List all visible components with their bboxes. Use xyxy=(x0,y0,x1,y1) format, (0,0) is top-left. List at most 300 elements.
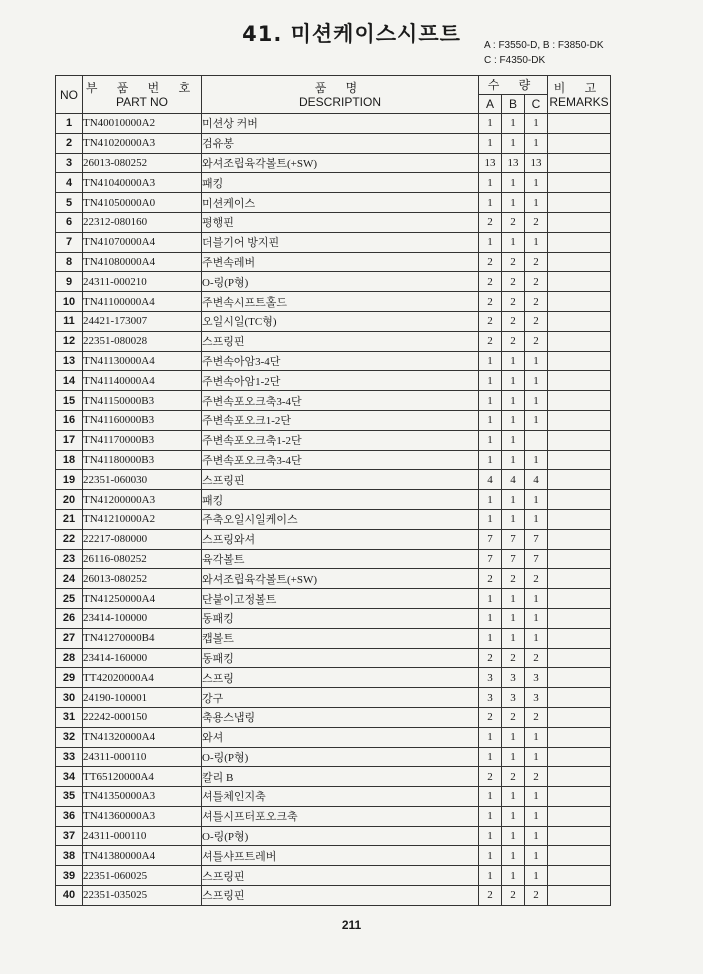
part-number-cell: 22242-000150 xyxy=(83,707,202,727)
table-row xyxy=(56,569,611,589)
table-row xyxy=(56,549,611,569)
description-cell: 주축오일시일케이스 xyxy=(202,509,479,529)
remarks-cell xyxy=(548,787,611,807)
row-number-cell: 26 xyxy=(56,608,83,628)
description-cell: 와셔조립육각볼트(+SW) xyxy=(202,153,479,173)
part-number-cell: TN41180000B3 xyxy=(83,450,202,470)
row-number-cell: 36 xyxy=(56,806,83,826)
table-row xyxy=(56,707,611,727)
qty-c-cell: 1 xyxy=(525,787,548,807)
description-cell: 육각볼트 xyxy=(202,549,479,569)
part-number-cell: 22351-060030 xyxy=(83,470,202,490)
description-cell: O-링(P형) xyxy=(202,747,479,767)
part-number-cell: 22351-035025 xyxy=(83,886,202,906)
row-number-cell: 34 xyxy=(56,767,83,787)
description-cell: 캡볼트 xyxy=(202,628,479,648)
remarks-cell xyxy=(548,114,611,134)
table-row xyxy=(56,866,611,886)
row-number-cell: 27 xyxy=(56,628,83,648)
part-number-cell: 24311-000210 xyxy=(83,272,202,292)
remarks-cell xyxy=(548,767,611,787)
description-cell: 주변속포오크1-2단 xyxy=(202,410,479,430)
remarks-cell xyxy=(548,707,611,727)
qty-a-cell: 7 xyxy=(479,549,502,569)
qty-a-cell: 1 xyxy=(479,410,502,430)
qty-a-cell: 4 xyxy=(479,470,502,490)
remarks-cell xyxy=(548,391,611,411)
qty-c-cell: 1 xyxy=(525,410,548,430)
part-number-cell: 24311-000110 xyxy=(83,747,202,767)
row-number-cell: 4 xyxy=(56,173,83,193)
row-number-cell: 11 xyxy=(56,311,83,331)
description-cell: 검유봉 xyxy=(202,133,479,153)
row-number-cell: 30 xyxy=(56,688,83,708)
part-number-cell: TN41080000A4 xyxy=(83,252,202,272)
qty-b-cell: 2 xyxy=(502,292,525,312)
part-number-cell: TN41210000A2 xyxy=(83,509,202,529)
part-number-cell: 22217-080000 xyxy=(83,529,202,549)
qty-b-cell: 2 xyxy=(502,767,525,787)
row-number-cell: 10 xyxy=(56,292,83,312)
table-row xyxy=(56,529,611,549)
qty-b-cell: 7 xyxy=(502,529,525,549)
row-number-cell: 35 xyxy=(56,787,83,807)
table-row xyxy=(56,787,611,807)
qty-a-cell: 2 xyxy=(479,767,502,787)
description-cell: 칼리 B xyxy=(202,767,479,787)
row-number-cell: 18 xyxy=(56,450,83,470)
qty-b-cell: 1 xyxy=(502,787,525,807)
remarks-cell xyxy=(548,668,611,688)
qty-c-cell: 2 xyxy=(525,272,548,292)
qty-a-cell: 1 xyxy=(479,787,502,807)
qty-b-cell: 1 xyxy=(502,806,525,826)
remarks-cell xyxy=(548,410,611,430)
table-row xyxy=(56,688,611,708)
remarks-cell xyxy=(548,193,611,213)
table-row xyxy=(56,886,611,906)
description-cell: 주변속아암1-2단 xyxy=(202,371,479,391)
remarks-cell xyxy=(548,569,611,589)
table-row xyxy=(56,846,611,866)
description-cell: 축용스냅링 xyxy=(202,707,479,727)
qty-b-cell: 2 xyxy=(502,707,525,727)
header-description-kr: 품 명 xyxy=(314,80,366,95)
qty-c-cell: 4 xyxy=(525,470,548,490)
qty-a-cell: 1 xyxy=(479,747,502,767)
row-number-cell: 21 xyxy=(56,509,83,529)
description-cell: 스프링 xyxy=(202,668,479,688)
qty-b-cell: 3 xyxy=(502,688,525,708)
remarks-cell xyxy=(548,648,611,668)
table-row xyxy=(56,490,611,510)
qty-c-cell: 1 xyxy=(525,450,548,470)
row-number-cell: 14 xyxy=(56,371,83,391)
table-row xyxy=(56,608,611,628)
part-number-cell: 23414-160000 xyxy=(83,648,202,668)
remarks-cell xyxy=(548,133,611,153)
qty-c-cell: 1 xyxy=(525,232,548,252)
row-number-cell: 38 xyxy=(56,846,83,866)
part-number-cell: 24190-100001 xyxy=(83,688,202,708)
part-number-cell: TT65120000A4 xyxy=(83,767,202,787)
remarks-cell xyxy=(548,727,611,747)
qty-b-cell: 1 xyxy=(502,430,525,450)
qty-b-cell: 1 xyxy=(502,866,525,886)
qty-a-cell: 1 xyxy=(479,509,502,529)
parts-table-body xyxy=(56,114,611,906)
remarks-cell xyxy=(548,371,611,391)
description-cell: 와셔조립육각볼트(+SW) xyxy=(202,569,479,589)
qty-a-cell: 1 xyxy=(479,114,502,134)
header-no: NO xyxy=(56,76,83,114)
qty-b-cell: 1 xyxy=(502,846,525,866)
description-cell: 주변속아암3-4단 xyxy=(202,351,479,371)
qty-c-cell: 1 xyxy=(525,114,548,134)
description-cell: 패킹 xyxy=(202,490,479,510)
qty-c-cell: 7 xyxy=(525,549,548,569)
row-number-cell: 7 xyxy=(56,232,83,252)
qty-a-cell: 13 xyxy=(479,153,502,173)
header-remarks xyxy=(548,76,611,114)
qty-b-cell: 1 xyxy=(502,628,525,648)
description-cell: 미션케이스 xyxy=(202,193,479,213)
table-row xyxy=(56,351,611,371)
qty-b-cell: 1 xyxy=(502,509,525,529)
qty-c-cell: 2 xyxy=(525,292,548,312)
qty-c-cell: 1 xyxy=(525,866,548,886)
part-number-cell: TN41200000A3 xyxy=(83,490,202,510)
qty-b-cell: 3 xyxy=(502,668,525,688)
qty-a-cell: 1 xyxy=(479,608,502,628)
qty-b-cell: 2 xyxy=(502,648,525,668)
qty-a-cell: 1 xyxy=(479,193,502,213)
qty-c-cell: 2 xyxy=(525,648,548,668)
qty-b-cell: 2 xyxy=(502,272,525,292)
qty-c-cell: 2 xyxy=(525,886,548,906)
remarks-cell xyxy=(548,252,611,272)
qty-b-cell: 2 xyxy=(502,569,525,589)
part-number-cell: 22351-080028 xyxy=(83,331,202,351)
header-description-en: DESCRIPTION xyxy=(298,94,381,109)
row-number-cell: 6 xyxy=(56,212,83,232)
description-cell: O-링(P형) xyxy=(202,272,479,292)
description-cell: 셔틀체인지축 xyxy=(202,787,479,807)
description-cell: 단붙이고정볼트 xyxy=(202,589,479,609)
model-legend-line-2: C : F4350-DK xyxy=(484,55,546,66)
table-row xyxy=(56,589,611,609)
part-number-cell: TN41250000A4 xyxy=(83,589,202,609)
qty-a-cell: 3 xyxy=(479,668,502,688)
row-number-cell: 32 xyxy=(56,727,83,747)
table-row xyxy=(56,331,611,351)
qty-b-cell: 1 xyxy=(502,371,525,391)
description-cell: 동패킹 xyxy=(202,648,479,668)
parts-table xyxy=(55,75,611,906)
row-number-cell: 8 xyxy=(56,252,83,272)
qty-c-cell: 1 xyxy=(525,490,548,510)
table-row xyxy=(56,430,611,450)
table-row xyxy=(56,509,611,529)
qty-a-cell: 2 xyxy=(479,569,502,589)
qty-a-cell: 2 xyxy=(479,707,502,727)
qty-a-cell: 2 xyxy=(479,331,502,351)
description-cell: 강구 xyxy=(202,688,479,708)
qty-c-cell: 1 xyxy=(525,628,548,648)
description-cell: 스프링핀 xyxy=(202,886,479,906)
qty-a-cell: 1 xyxy=(479,846,502,866)
remarks-cell xyxy=(548,153,611,173)
table-row xyxy=(56,826,611,846)
qty-c-cell: 13 xyxy=(525,153,548,173)
part-number-cell: TN41100000A4 xyxy=(83,292,202,312)
qty-a-cell: 1 xyxy=(479,866,502,886)
description-cell: 주변속포오크축1-2단 xyxy=(202,430,479,450)
row-number-cell: 29 xyxy=(56,668,83,688)
remarks-cell xyxy=(548,450,611,470)
qty-c-cell: 1 xyxy=(525,193,548,213)
header-quantity: 수 량 xyxy=(479,76,548,95)
row-number-cell: 13 xyxy=(56,351,83,371)
qty-b-cell: 1 xyxy=(502,133,525,153)
part-number-cell: TN41070000A4 xyxy=(83,232,202,252)
qty-c-cell: 2 xyxy=(525,767,548,787)
remarks-cell xyxy=(548,529,611,549)
row-number-cell: 40 xyxy=(56,886,83,906)
remarks-cell xyxy=(548,589,611,609)
row-number-cell: 1 xyxy=(56,114,83,134)
page-title: 41. 미션케이스시프트 xyxy=(242,22,461,46)
qty-a-cell: 2 xyxy=(479,272,502,292)
qty-c-cell: 1 xyxy=(525,589,548,609)
qty-b-cell: 2 xyxy=(502,886,525,906)
qty-a-cell: 1 xyxy=(479,727,502,747)
header-part-no xyxy=(83,76,202,114)
row-number-cell: 28 xyxy=(56,648,83,668)
description-cell: 스프링와셔 xyxy=(202,529,479,549)
row-number-cell: 15 xyxy=(56,391,83,411)
qty-c-cell: 1 xyxy=(525,608,548,628)
part-number-cell: TN40010000A2 xyxy=(83,114,202,134)
description-cell: 동패킹 xyxy=(202,608,479,628)
remarks-cell xyxy=(548,747,611,767)
table-row xyxy=(56,410,611,430)
remarks-cell xyxy=(548,509,611,529)
part-number-cell: 24421-173007 xyxy=(83,311,202,331)
part-number-cell: TN41040000A3 xyxy=(83,173,202,193)
qty-b-cell: 1 xyxy=(502,391,525,411)
part-number-cell: 26116-080252 xyxy=(83,549,202,569)
qty-b-cell: 4 xyxy=(502,470,525,490)
part-number-cell: 24311-000110 xyxy=(83,826,202,846)
table-row xyxy=(56,153,611,173)
description-cell: 와셔 xyxy=(202,727,479,747)
header-description xyxy=(202,76,479,114)
row-number-cell: 31 xyxy=(56,707,83,727)
qty-a-cell: 2 xyxy=(479,252,502,272)
page-number: 211 xyxy=(341,918,362,932)
qty-b-cell: 1 xyxy=(502,747,525,767)
qty-c-cell: 1 xyxy=(525,846,548,866)
model-legend-line-1: A : F3550-D, B : F3850-DK xyxy=(484,40,604,51)
description-cell: 주변속레버 xyxy=(202,252,479,272)
remarks-cell xyxy=(548,608,611,628)
qty-a-cell: 2 xyxy=(479,292,502,312)
description-cell: 미션상 커버 xyxy=(202,114,479,134)
table-row xyxy=(56,806,611,826)
remarks-cell xyxy=(548,232,611,252)
qty-c-cell: 1 xyxy=(525,371,548,391)
table-row xyxy=(56,272,611,292)
qty-c-cell: 1 xyxy=(525,133,548,153)
description-cell: 평행핀 xyxy=(202,212,479,232)
table-row xyxy=(56,173,611,193)
part-number-cell: TN41150000B3 xyxy=(83,391,202,411)
remarks-cell xyxy=(548,292,611,312)
header-part-no-kr: 부 품 번 호 xyxy=(85,80,199,95)
description-cell: 패킹 xyxy=(202,173,479,193)
part-number-cell: TN41140000A4 xyxy=(83,371,202,391)
qty-b-cell: 1 xyxy=(502,608,525,628)
qty-a-cell: 1 xyxy=(479,351,502,371)
description-cell: 더블기어 방지핀 xyxy=(202,232,479,252)
qty-c-cell: 2 xyxy=(525,569,548,589)
table-row xyxy=(56,114,611,134)
part-number-cell: TN41050000A0 xyxy=(83,193,202,213)
row-number-cell: 24 xyxy=(56,569,83,589)
table-row xyxy=(56,193,611,213)
row-number-cell: 25 xyxy=(56,589,83,609)
qty-c-cell: 1 xyxy=(525,826,548,846)
description-cell: 주변속포오크축3-4단 xyxy=(202,391,479,411)
table-row xyxy=(56,311,611,331)
description-cell: O-링(P형) xyxy=(202,826,479,846)
header-col-b: B xyxy=(502,95,525,114)
qty-a-cell: 2 xyxy=(479,311,502,331)
qty-b-cell: 1 xyxy=(502,727,525,747)
row-number-cell: 16 xyxy=(56,410,83,430)
qty-b-cell: 1 xyxy=(502,589,525,609)
part-number-cell: TN41270000B4 xyxy=(83,628,202,648)
qty-a-cell: 1 xyxy=(479,826,502,846)
qty-b-cell: 2 xyxy=(502,252,525,272)
row-number-cell: 5 xyxy=(56,193,83,213)
qty-b-cell: 2 xyxy=(502,331,525,351)
qty-a-cell: 1 xyxy=(479,173,502,193)
row-number-cell: 23 xyxy=(56,549,83,569)
qty-c-cell: 1 xyxy=(525,391,548,411)
table-row xyxy=(56,391,611,411)
part-number-cell: TN41170000B3 xyxy=(83,430,202,450)
qty-b-cell: 1 xyxy=(502,490,525,510)
row-number-cell: 9 xyxy=(56,272,83,292)
table-row xyxy=(56,292,611,312)
row-number-cell: 3 xyxy=(56,153,83,173)
table-row xyxy=(56,727,611,747)
part-number-cell: TN41160000B3 xyxy=(83,410,202,430)
row-number-cell: 2 xyxy=(56,133,83,153)
table-row xyxy=(56,648,611,668)
qty-c-cell: 2 xyxy=(525,311,548,331)
qty-a-cell: 1 xyxy=(479,371,502,391)
qty-b-cell: 1 xyxy=(502,173,525,193)
description-cell: 스프링핀 xyxy=(202,866,479,886)
qty-a-cell: 1 xyxy=(479,490,502,510)
part-number-cell: 22351-060025 xyxy=(83,866,202,886)
model-legend xyxy=(484,38,694,68)
table-row xyxy=(56,450,611,470)
qty-c-cell: 7 xyxy=(525,529,548,549)
qty-b-cell: 1 xyxy=(502,193,525,213)
qty-b-cell: 1 xyxy=(502,114,525,134)
qty-c-cell: 2 xyxy=(525,707,548,727)
part-number-cell: 26013-080252 xyxy=(83,569,202,589)
qty-a-cell: 1 xyxy=(479,133,502,153)
table-row xyxy=(56,628,611,648)
part-number-cell: TN41020000A3 xyxy=(83,133,202,153)
qty-a-cell: 2 xyxy=(479,886,502,906)
remarks-cell xyxy=(548,311,611,331)
description-cell: 주변속포오크축3-4단 xyxy=(202,450,479,470)
remarks-cell xyxy=(548,212,611,232)
qty-b-cell: 1 xyxy=(502,351,525,371)
qty-c-cell: 2 xyxy=(525,252,548,272)
remarks-cell xyxy=(548,331,611,351)
header-remarks-en: REMARKS xyxy=(549,94,609,109)
description-cell: 오일시일(TC형) xyxy=(202,311,479,331)
row-number-cell: 20 xyxy=(56,490,83,510)
qty-c-cell: 3 xyxy=(525,688,548,708)
remarks-cell xyxy=(548,490,611,510)
remarks-cell xyxy=(548,806,611,826)
row-number-cell: 37 xyxy=(56,826,83,846)
part-number-cell: TT42020000A4 xyxy=(83,668,202,688)
part-number-cell: 22312-080160 xyxy=(83,212,202,232)
qty-c-cell: 1 xyxy=(525,351,548,371)
qty-c-cell: 1 xyxy=(525,727,548,747)
qty-a-cell: 1 xyxy=(479,430,502,450)
qty-c-cell: 1 xyxy=(525,173,548,193)
qty-c-cell: 1 xyxy=(525,806,548,826)
qty-b-cell: 7 xyxy=(502,549,525,569)
header-remarks-kr: 비 고 xyxy=(553,80,605,95)
table-row xyxy=(56,767,611,787)
header-part-no-en: PART NO xyxy=(115,94,168,109)
remarks-cell xyxy=(548,470,611,490)
qty-b-cell: 13 xyxy=(502,153,525,173)
qty-a-cell: 1 xyxy=(479,450,502,470)
qty-c-cell: 1 xyxy=(525,747,548,767)
remarks-cell xyxy=(548,886,611,906)
qty-b-cell: 1 xyxy=(502,450,525,470)
table-row xyxy=(56,133,611,153)
table-row xyxy=(56,470,611,490)
qty-a-cell: 1 xyxy=(479,391,502,411)
part-number-cell: TN41130000A4 xyxy=(83,351,202,371)
remarks-cell xyxy=(548,826,611,846)
qty-b-cell: 2 xyxy=(502,311,525,331)
remarks-cell xyxy=(548,866,611,886)
header-col-c: C xyxy=(525,95,548,114)
qty-c-cell: 2 xyxy=(525,212,548,232)
qty-b-cell: 1 xyxy=(502,410,525,430)
row-number-cell: 22 xyxy=(56,529,83,549)
part-number-cell: 23414-100000 xyxy=(83,608,202,628)
qty-a-cell: 7 xyxy=(479,529,502,549)
qty-b-cell: 1 xyxy=(502,826,525,846)
qty-c-cell: 3 xyxy=(525,668,548,688)
remarks-cell xyxy=(548,846,611,866)
